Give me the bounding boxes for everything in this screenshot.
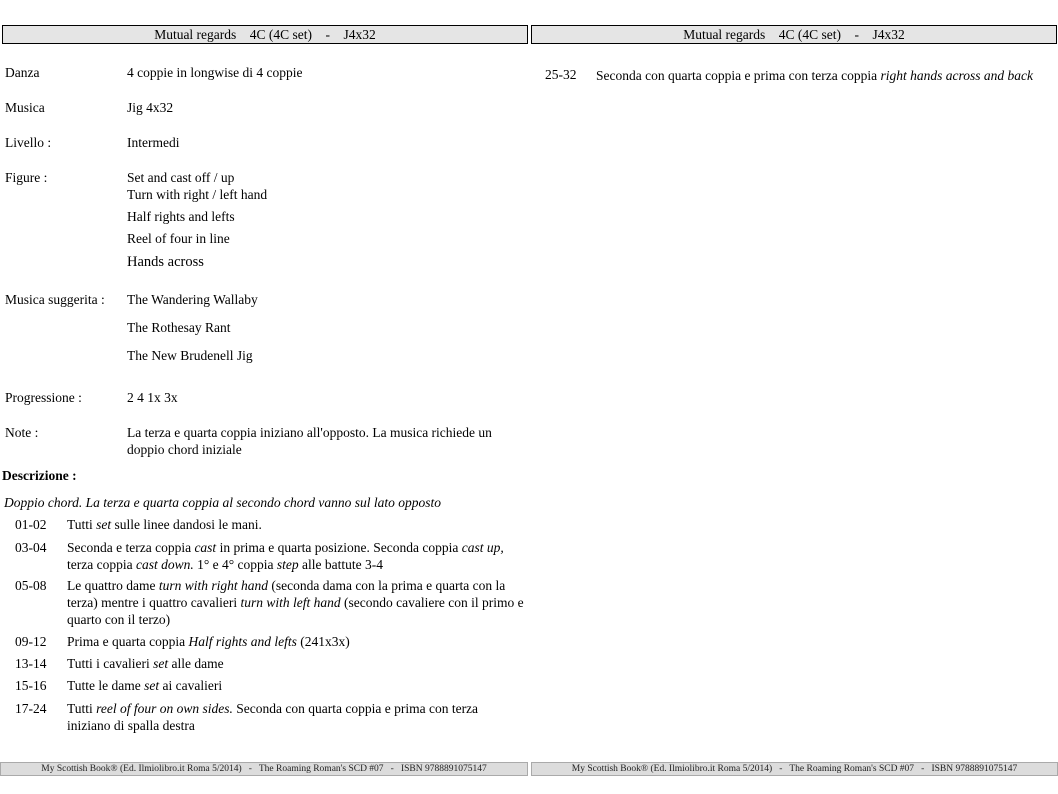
danza-value: 4 coppie in longwise di 4 coppie [127, 65, 303, 80]
figure-description: Tutti i cavalieri set alle dame [67, 656, 224, 671]
danza-label: Danza [5, 65, 40, 80]
musica-label: Musica [5, 100, 45, 115]
suggested-tune: The New Brudenell Jig [127, 348, 253, 363]
note-value: La terza e quarta coppia iniziano all'opposto. La musica richiede un doppio chord iniziale [127, 425, 492, 457]
bar-number: 05-08 [15, 578, 47, 593]
progressione-label: Progressione : [5, 390, 82, 405]
figure-description: Le quattro dame turn with right hand (seconda dama con la prima e quarta con la terza) mentre i quattro cavalieri turn with left hand (secondo cavaliere con il primo e quarto con il terzo) [67, 578, 524, 627]
livello-value: Intermedi [127, 135, 180, 150]
figure-description: Seconda e terza coppia cast in prima e quarta posizione. Seconda coppia cast up, terza coppia cast down. 1° e 4° coppia step alle battute 3-4 [67, 540, 504, 572]
bar-number: 09-12 [15, 634, 47, 649]
bar-number: 13-14 [15, 656, 47, 671]
figure-item: Reel of four in line [127, 231, 230, 246]
bar-number: 15-16 [15, 678, 47, 693]
suggested-tune: The Wandering Wallaby [127, 292, 258, 307]
note-label: Note : [5, 425, 39, 440]
bar-number: 25-32 [545, 67, 577, 82]
figure-item: Turn with right / left hand [127, 187, 268, 202]
page-header-right: Mutual regards 4C (4C set) - J4x32 [531, 25, 1057, 44]
figure-label: Figure : [5, 170, 48, 185]
musica-suggerita-label: Musica suggerita : [5, 292, 105, 307]
bar-number: 03-04 [15, 540, 47, 555]
figure-item: Hands across [127, 254, 204, 270]
bar-number: 01-02 [15, 517, 47, 532]
figure-item: Half rights and lefts [127, 209, 235, 224]
suggested-tune: The Rothesay Rant [127, 320, 231, 335]
page-footer-right: My Scottish Book® (Ed. Ilmiolibro.it Roma 5/2014) - The Roaming Roman's SCD #07 - ISBN 9788891075147 [531, 762, 1058, 776]
progressione-value: 2 4 1x 3x [127, 390, 178, 405]
description-title: Descrizione : [2, 468, 77, 483]
description-intro: Doppio chord. La terza e quarta coppia al secondo chord vanno sul lato opposto [4, 495, 441, 510]
figure-description: Tutti reel of four on own sides. Seconda con quarta coppia e prima con terza iniziano di spalla destra [67, 701, 479, 733]
figure-item: Set and cast off / up [127, 170, 235, 185]
bar-number: 17-24 [15, 701, 47, 716]
figure-description: Tutte le dame set ai cavalieri [67, 678, 223, 693]
page-header-left: Mutual regards 4C (4C set) - J4x32 [2, 25, 528, 44]
figure-description: Seconda con quarta coppia e prima con terza coppia right hands across and back [596, 68, 1033, 83]
figure-description: Prima e quarta coppia Half rights and lefts (241x3x) [67, 634, 350, 649]
figure-description: Tutti set sulle linee dandosi le mani. [67, 517, 262, 532]
musica-value: Jig 4x32 [127, 100, 174, 115]
livello-label: Livello : [5, 135, 52, 150]
page-footer-left: My Scottish Book® (Ed. Ilmiolibro.it Roma 5/2014) - The Roaming Roman's SCD #07 - ISBN 9788891075147 [0, 762, 528, 776]
